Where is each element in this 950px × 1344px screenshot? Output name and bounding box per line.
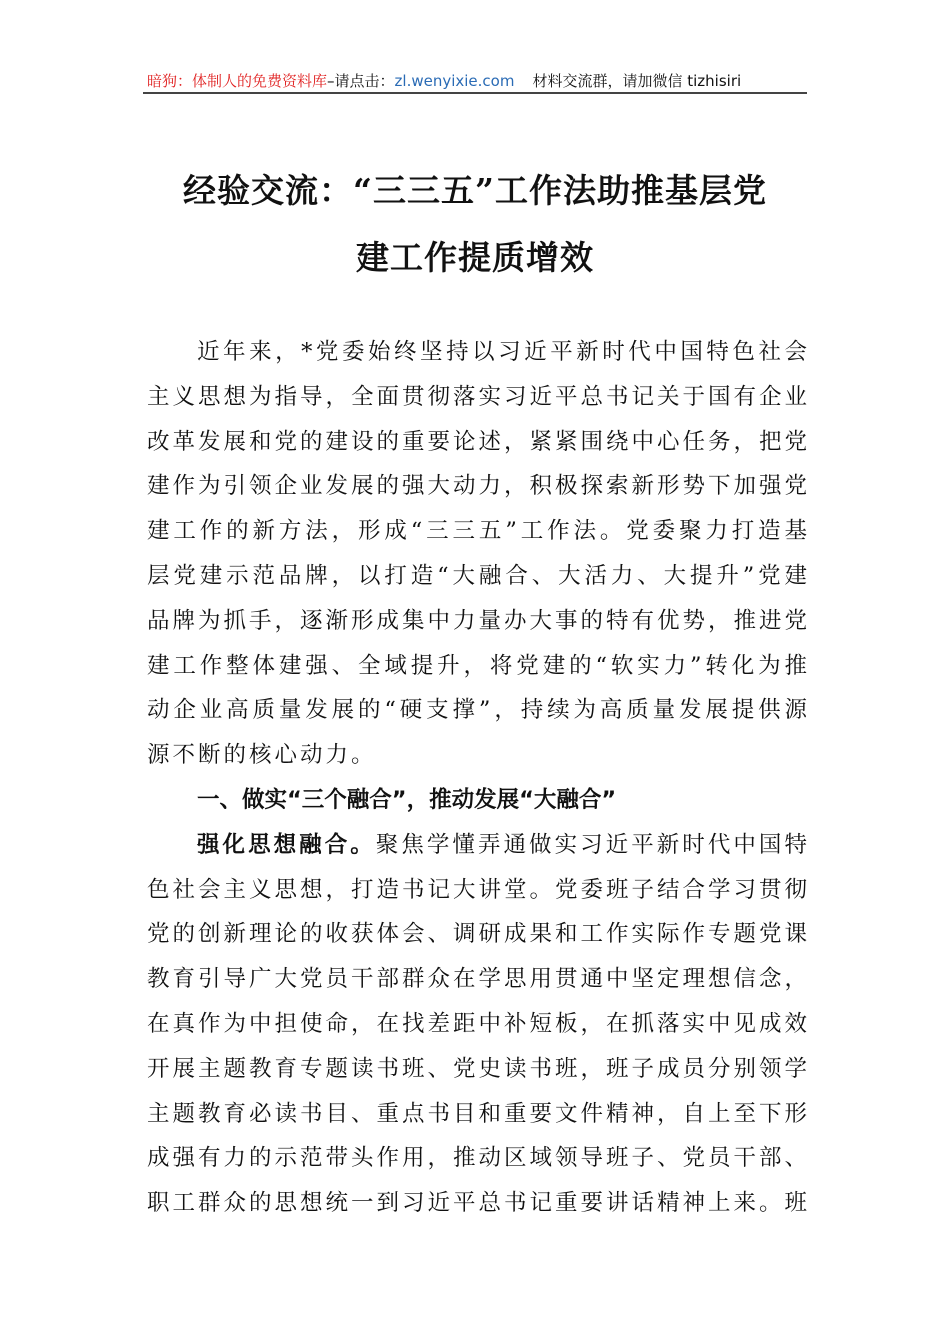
text-line: 党的创新理论的收获体会、调研成果和工作实际作专题党课	[147, 921, 807, 948]
header-contact: 材料交流群，请加微信 tizhisiri	[532, 72, 742, 90]
text-line: 近年来，*党委始终坚持以习近平新时代中国特色社会	[197, 339, 807, 365]
text-line: 职工群众的思想统一到习近平总书记重要讲话精神上来。班	[147, 1190, 807, 1217]
text-span: 聚焦学懂弄通做实习近平新时代中国特	[375, 831, 807, 858]
text-line: 成强有力的示范带头作用，推动区域领导班子、党员干部、	[147, 1145, 807, 1172]
text-line: 源不断的核心动力。	[147, 742, 377, 769]
text-line: 建工作的新方法，形成“三三五”工作法。党委聚力打造基	[147, 518, 807, 545]
text-line: 主题教育必读书目、重点书目和重要文件精神，自上至下形	[147, 1100, 807, 1127]
lead-phrase: 强化思想融合。	[197, 831, 376, 858]
text-line: 建工作整体建强、全域提升，将党建的“软实力”转化为推	[147, 652, 807, 679]
text-line: 品牌为抓手，逐渐形成集中力量办大事的特有优势，推进党	[147, 607, 807, 634]
text-line: 主义思想为指导，全面贯彻落实习近平总书记关于国有企业	[147, 383, 807, 410]
text-line: 改革发展和党的建设的重要论述，紧紧围绕中心任务，把党	[147, 428, 807, 455]
text-line: 在真作为中担使命，在找差距中补短板，在抓落实中见成效	[147, 1010, 807, 1037]
document-title-line-1: 经验交流：“三三五”工作法助推基层党	[183, 171, 767, 210]
text-line	[147, 823, 807, 868]
header-prompt: –请点击：	[327, 72, 395, 90]
header-link[interactable]: zl.wenyixie.com	[394, 71, 515, 90]
text-line: 色社会主义思想，打造书记大讲堂。党委班子结合学习贯彻	[147, 876, 807, 903]
text-line: 开展主题教育专题读书班、党史读书班，班子成员分别领学	[147, 1055, 807, 1082]
document-title-line-2: 建工作提质增效	[356, 238, 594, 277]
section-heading: 一、做实“三个融合”，推动发展“大融合”	[197, 786, 617, 813]
page-header	[147, 70, 807, 91]
text-line: 教育引导广大党员干部群众在学思用贯通中坚定理想信念，	[147, 966, 807, 993]
header-brand: 暗狗：体制人的免费资料库	[147, 72, 328, 90]
document-body	[147, 330, 807, 1226]
text-line: 动企业高质量发展的“硬支撑”，持续为高质量发展提供源	[147, 697, 807, 724]
text-line: 建作为引领企业发展的强大动力，积极探索新形势下加强党	[147, 473, 807, 500]
text-line: 层党建示范品牌，以打造“大融合、大活力、大提升”党建	[147, 562, 807, 589]
header-divider	[143, 92, 807, 94]
